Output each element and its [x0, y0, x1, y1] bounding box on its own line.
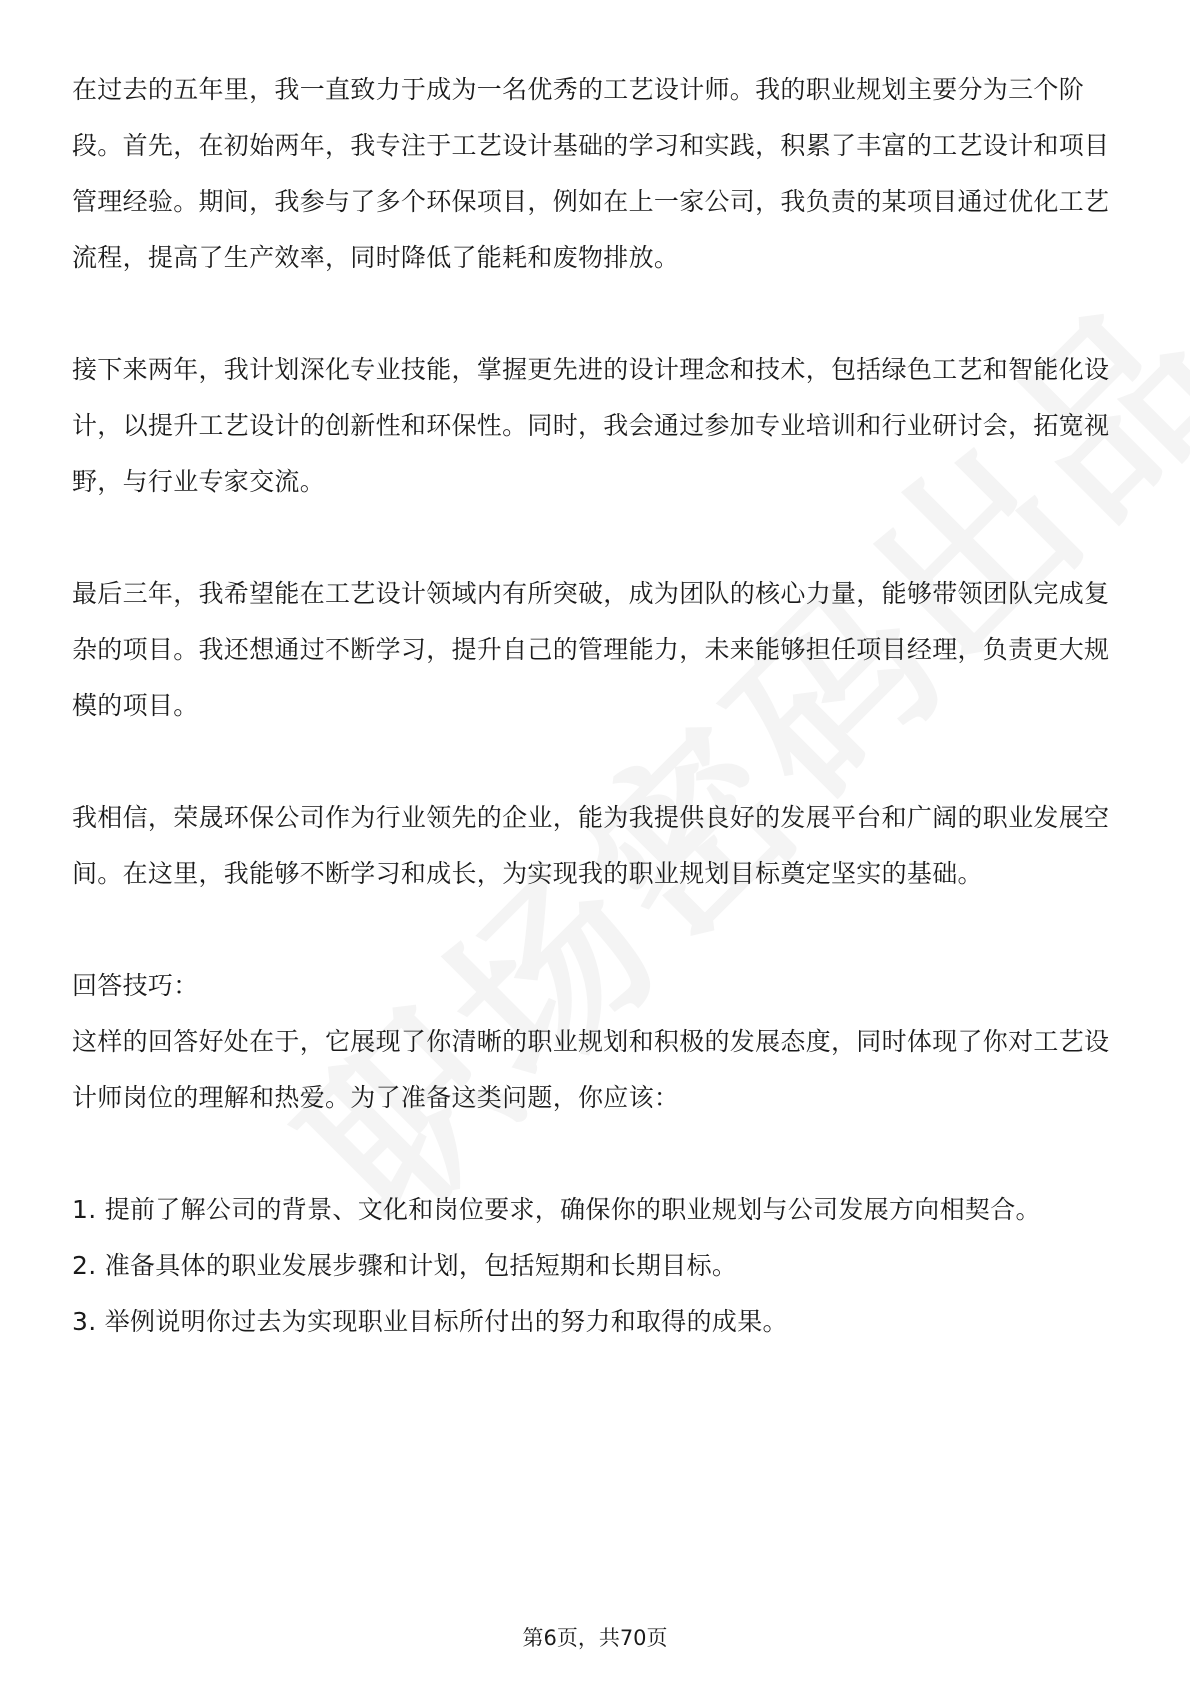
- document-body: [72, 62, 1118, 1350]
- tips-heading: 回答技巧：: [72, 971, 199, 1000]
- paragraph-career-plan: 在过去的五年里，我一直致力于成为一名优秀的工艺设计师。我的职业规划主要分为三个阶段。首先，在初始两年，我专注于工艺设计基础的学习和实践，积累了丰富的工艺设计和项目管理经验。期间，我参与了多个环保项目，例如在上一家公司，我负责的某项目通过优化工艺流程，提高了生产效率，同时降低了能耗和废物排放。: [72, 75, 1110, 272]
- paragraph-next-two-years: 接下来两年，我计划深化专业技能，掌握更先进的设计理念和技术，包括绿色工艺和智能化设计，以提升工艺设计的创新性和环保性。同时，我会通过参加专业培训和行业研讨会，拓宽视野，与行业专家交流。: [72, 355, 1110, 496]
- page-number: 第6页，共70页: [522, 1626, 668, 1650]
- tips-item-3: 3. 举例说明你过去为实现职业目标所付出的努力和取得的成果。: [72, 1307, 788, 1336]
- paragraph-company-belief: 我相信，荣晟环保公司作为行业领先的企业，能为我提供良好的发展平台和广阔的职业发展空间。在这里，我能够不断学习和成长，为实现我的职业规划目标奠定坚实的基础。: [72, 803, 1110, 888]
- tips-intro: 这样的回答好处在于，它展现了你清晰的职业规划和积极的发展态度，同时体现了你对工艺设计师岗位的理解和热爱。为了准备这类问题，你应该：: [72, 1027, 1110, 1112]
- paragraph-final-three-years: 最后三年，我希望能在工艺设计领域内有所突破，成为团队的核心力量，能够带领团队完成复杂的项目。我还想通过不断学习，提升自己的管理能力，未来能够担任项目经理，负责更大规模的项目。: [72, 579, 1110, 720]
- tips-item-2: 2. 准备具体的职业发展步骤和计划，包括短期和长期目标。: [72, 1251, 738, 1280]
- tips-item-1: 1. 提前了解公司的背景、文化和岗位要求，确保你的职业规划与公司发展方向相契合。: [72, 1195, 1041, 1224]
